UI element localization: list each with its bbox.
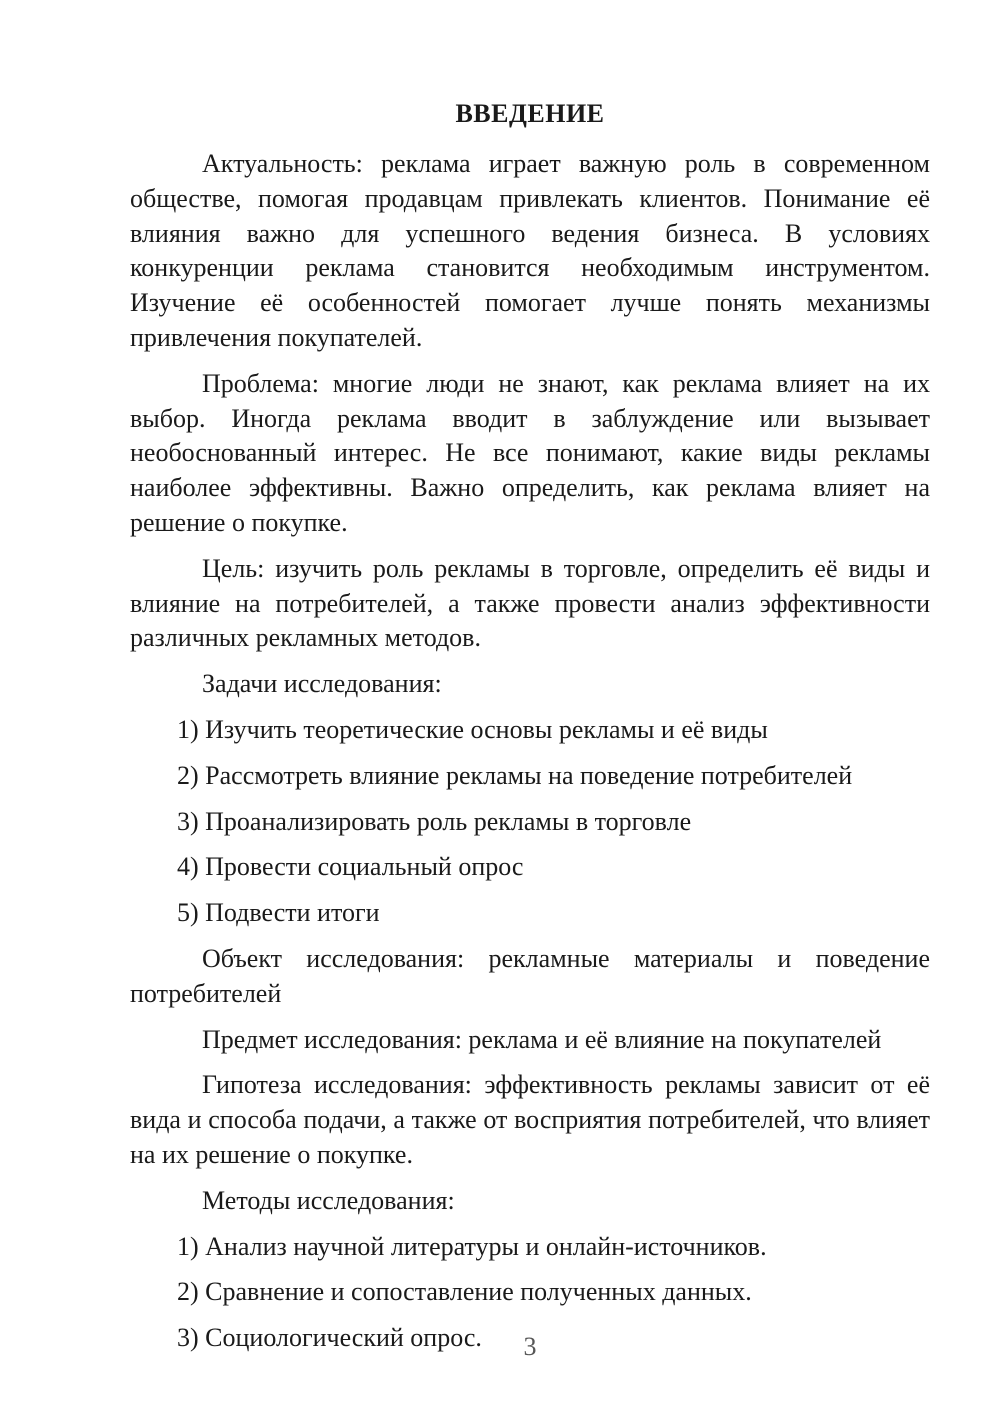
task-item-1: 1) Изучить теоретические основы рекламы и её виды — [177, 714, 768, 744]
task-item-5: 5) Подвести итоги — [177, 898, 380, 928]
task-item-4: 4) Провести социальный опрос — [177, 852, 524, 882]
paragraph-problem: Проблема: многие люди не знают, как реклама влияет на их выбор. Иногда реклама вводит в заблуждение или вызывает необоснованный интерес. Не все понимают, какие виды рекламы наиболее эффективны. Важно определить, как реклама влияет на решение о покупке. — [130, 368, 930, 537]
method-item-2: 2) Сравнение и сопоставление полученных данных. — [177, 1277, 752, 1307]
task-item-2: 2) Рассмотреть влияние рекламы на поведение потребителей — [177, 760, 853, 790]
paragraph-subject: Предмет исследования: реклама и её влияние на покупателей — [202, 1024, 882, 1054]
paragraph-object: Объект исследования: рекламные материалы и поведение потребителей — [130, 943, 930, 1008]
paragraph-goal: Цель: изучить роль рекламы в торговле, определить её виды и влияние на потребителей, а также провести анализ эффективности различных рекламных методов. — [130, 553, 930, 653]
tasks-heading: Задачи исследования: — [202, 669, 442, 699]
methods-heading: Методы исследования: — [202, 1185, 455, 1215]
paragraph-relevance: Актуальность: реклама играет важную роль в современном обществе, помогая продавцам привлекать клиентов. Понимание её влияния важно для успешного ведения бизнеса. В условиях конкуренции реклама становится необходимым инструментом. Изучение её особенностей помогает лучше понять механизмы привлечения покупателей. — [130, 149, 930, 352]
task-item-3: 3) Проанализировать роль рекламы в торговле — [177, 806, 692, 836]
method-item-3: 3) Социологический опрос. — [177, 1323, 482, 1353]
page-title: ВВЕДЕНИЕ — [455, 99, 605, 128]
paragraph-hypothesis: Гипотеза исследования: эффективность рекламы зависит от её вида и способа подачи, а также от восприятия потребителей, что влияет на их решение о покупке. — [130, 1070, 930, 1169]
page-number: 3 — [523, 1332, 537, 1361]
method-item-1: 1) Анализ научной литературы и онлайн-источников. — [177, 1231, 767, 1261]
